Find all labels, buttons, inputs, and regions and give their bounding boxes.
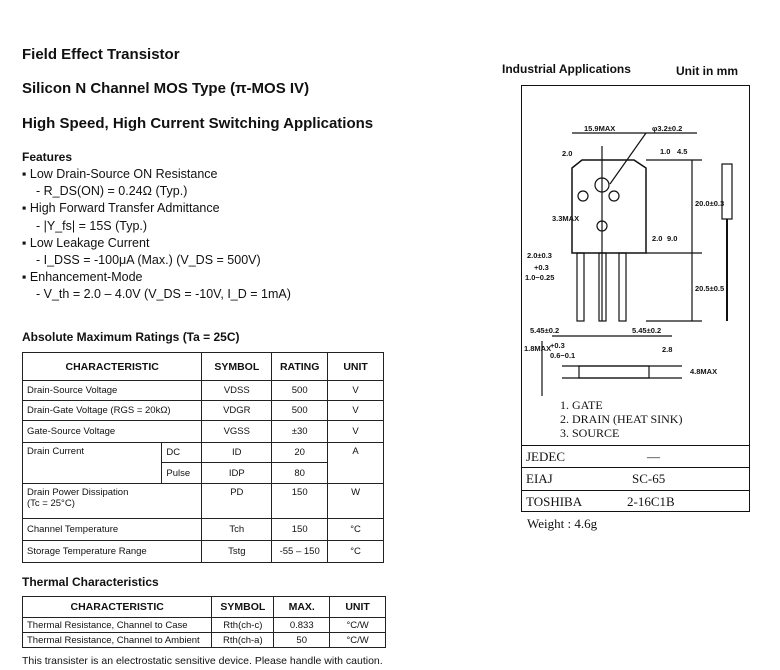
dim-label: 15.9MAX [584,124,616,133]
feature-detail: - |Y_fs| = 15S (Typ.) [36,218,148,233]
dim-label: 3.3MAX [552,214,580,223]
cell-unit: °C [328,541,384,563]
std-value: 2-16C1B [627,494,675,509]
thermal-table [22,596,386,648]
dim-label: 20.0±0.3 [695,199,725,208]
pin-item: 3. SOURCE [560,426,620,440]
table-row [23,401,384,421]
feature-label: Low Leakage Current [29,235,150,250]
dim-label: 1.8MAX [524,344,552,353]
cell-symbol: VGSS [202,421,272,443]
title-line1: Field Effect Transistor [22,46,180,63]
feature-item: ▪ High Forward Transfer Admittance [22,201,220,216]
feature-item: ▪ Low Leakage Current [22,235,150,250]
cell-char: Drain-Source Voltage [23,381,202,401]
cell-max: 50 [274,633,330,648]
dim-label: φ3.2±0.2 [652,124,683,133]
cell-symbol: Tch [202,519,272,541]
dim-label: 4.8MAX [690,367,718,376]
cell-symbol: VDSS [202,381,272,401]
cell-sub: Pulse [162,463,202,484]
table-row [23,443,384,463]
cell-unit: V [328,421,384,443]
table-row [23,633,386,648]
std-value: SC-65 [632,471,666,486]
cell-symbol: PD [202,484,272,519]
dim-label: 1.0−0.25 [525,273,555,282]
unit-label: Unit in mm [676,64,738,78]
cell-char: Gate-Source Voltage [23,421,202,443]
features-heading: Features [22,150,73,164]
pin-item: 1. GATE [560,398,603,412]
cell-unit: °C [328,519,384,541]
dim-label: 2.0±0.3 [527,251,552,260]
dim-label: 2.0 [652,234,663,243]
feature-detail: - I_DSS = -100μA (Max.) (V_DS = 500V) [36,253,261,268]
cell-rating: 500 [272,401,328,421]
header-rating: RATING [272,353,328,381]
feature-item: ▪ Low Drain-Source ON Resistance [22,167,218,181]
feature-label: High Forward Transfer Admittance [29,201,220,216]
features-list [22,166,291,304]
cell-char: Drain Current [23,443,162,484]
title-line3: High Speed, High Current Switching Applications [22,115,374,132]
table-row [23,519,384,541]
feature-detail: - R_DS(ON) = 0.24Ω (Typ.) [36,184,188,199]
cell-unit: V [328,401,384,421]
cell-char: Storage Temperature Range [23,541,202,563]
cell-sub: DC [162,443,202,463]
std-name: JEDEC [526,449,565,464]
header-unit: UNIT [328,353,384,381]
cell-rating: 500 [272,381,328,401]
dim-label: 20.5±0.5 [695,284,725,293]
dim-label: 1.0 [660,147,671,156]
cell-symbol: Rth(ch-a) [212,633,274,648]
table-row [23,484,384,519]
package-outline-drawing [522,86,748,396]
header-symbol: SYMBOL [202,353,272,381]
cell-unit: °C/W [330,618,386,633]
std-name: TOSHIBA [526,494,583,509]
feature-label: Low Drain-Source ON Resistance [29,167,218,181]
cell-rating: ±30 [272,421,328,443]
pin-item: 2. DRAIN (HEAT SINK) [560,412,683,426]
header-unit: UNIT [330,597,386,618]
cell-symbol: Tstg [202,541,272,563]
cell-unit: V [328,381,384,401]
cell-unit: A [328,443,384,484]
weight-label: Weight : 4.6g [527,516,598,531]
package-heading: Industrial Applications [502,62,631,76]
dim-label: +0.3 [550,341,565,350]
dim-label: 0.6−0.1 [550,351,576,360]
table-row [23,421,384,443]
char-line: (Tc = 25°C) [27,498,75,509]
cell-unit: °C/W [330,633,386,648]
package-row-jedec [522,445,749,468]
cell-rating: 150 [272,484,328,519]
feature-item: ▪ Enhancement-Mode [22,270,143,285]
cell-char: Drain-Gate Voltage (RGS = 20kΩ) [23,401,202,421]
cell-rating: 150 [272,519,328,541]
cell-rating: 20 [272,443,328,463]
header-max: MAX. [274,597,330,618]
esd-note: This transister is an electrostatic sensitive device. Please handle with caution. [22,655,383,667]
cell-char: Thermal Resistance, Channel to Case [23,618,212,633]
abs-max-heading: Absolute Maximum Ratings (Ta = 25C) [22,330,240,344]
cell-rating: 80 [272,463,328,484]
table-row [23,618,386,633]
std-value: — [647,449,660,464]
abs-max-table [22,352,384,563]
table-row [23,541,384,563]
thermal-heading: Thermal Characteristics [22,575,159,589]
dim-label: 4.5 [677,147,688,156]
header-characteristic: CHARACTERISTIC [23,353,202,381]
std-name: EIAJ [526,471,553,486]
dim-label: 2.0 [562,149,573,158]
cell-symbol: Rth(ch-c) [212,618,274,633]
cell-rating: -55 – 150 [272,541,328,563]
package-box [521,85,750,512]
dim-label: 5.45±0.2 [530,326,560,335]
dim-label: 5.45±0.2 [632,326,662,335]
cell-symbol: IDP [202,463,272,484]
cell-char: Channel Temperature [23,519,202,541]
cell-max: 0.833 [274,618,330,633]
table-row [23,381,384,401]
title-line2: Silicon N Channel MOS Type (π-MOS IV) [22,80,310,97]
char-line: Drain Power Dissipation [27,487,129,498]
dim-label: 9.0 [667,234,678,243]
package-row-eiaj [522,467,749,491]
cell-unit: W [328,484,384,519]
cell-char: Thermal Resistance, Channel to Ambient [23,633,212,648]
cell-symbol: VDGR [202,401,272,421]
dim-label: +0.3 [534,263,549,272]
feature-detail: - V_th = 2.0 – 4.0V (V_DS = -10V, I_D = 1mA) [36,287,291,302]
header-characteristic: CHARACTERISTIC [23,597,212,618]
header-symbol: SYMBOL [212,597,274,618]
package-row-toshiba [522,490,749,512]
cell-char [23,484,202,519]
pin-list [560,398,682,440]
dim-label: 2.8 [662,345,673,354]
cell-symbol: ID [202,443,272,463]
feature-label: Enhancement-Mode [29,270,143,285]
